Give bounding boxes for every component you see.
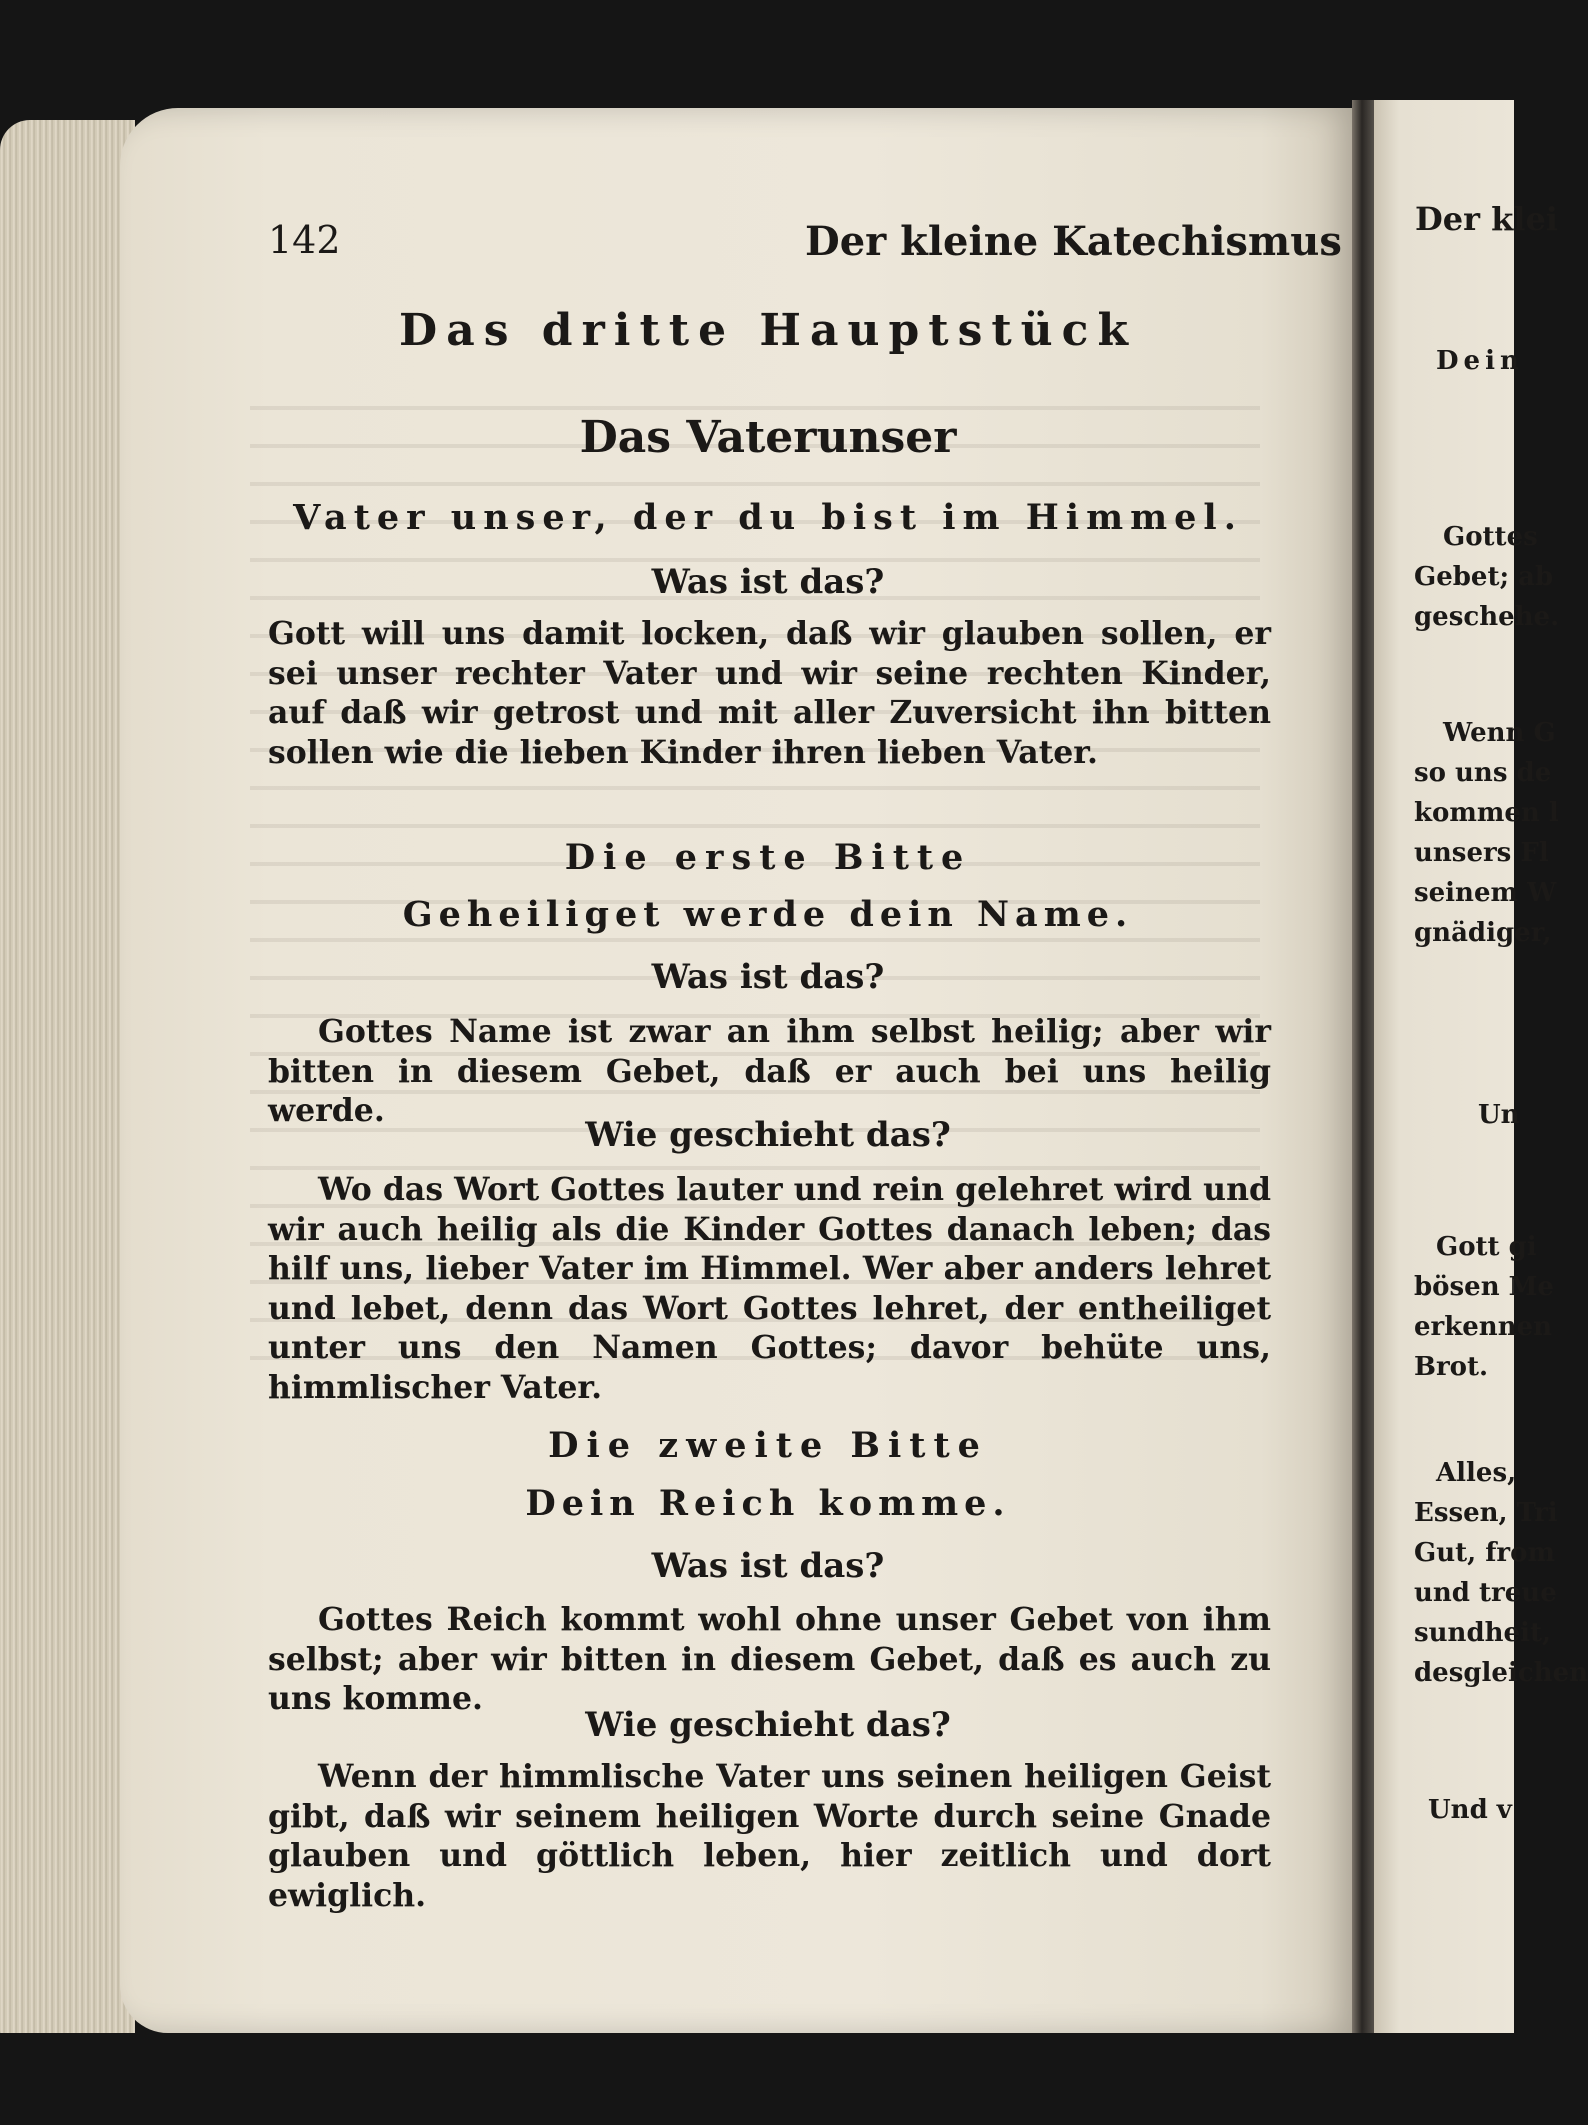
right-fragment: desgleichen — [1414, 1658, 1588, 1688]
main-title: Das Vaterunser — [579, 412, 957, 463]
paragraph: Gottes Reich kommt wohl ohne unser Gebet von ihm selbst; aber wir bitten in diesem Gebet, daß es auch zu uns komme. — [268, 1601, 1271, 1717]
section-heading: Die zweite Bitte — [548, 1425, 988, 1466]
right-fragment: und treue — [1414, 1578, 1557, 1608]
right-fragment: so uns de — [1414, 758, 1552, 788]
background-shadow — [0, 2033, 1514, 2125]
section-heading: Die erste Bitte — [564, 837, 972, 878]
running-head: Der kleine Katechismus — [805, 218, 1342, 265]
right-fragment: Gebet; ab — [1414, 562, 1554, 592]
paragraph: Wenn der himmlische Vater uns seinen heiligen Geist gibt, daß wir seinem heiligen Worte durch seine Gnade glauben und göttlich leben, hier zeitlich und dort ewiglich. — [268, 1758, 1271, 1914]
petition-text: Geheiliget werde dein Name. — [402, 894, 1134, 935]
right-fragment: Wenn G — [1443, 718, 1556, 748]
right-fragment: Un — [1478, 1100, 1520, 1130]
right-fragment: Gottes — [1443, 522, 1538, 552]
right-fragment: Gut, from — [1414, 1538, 1555, 1568]
right-fragment: gnädiger, — [1414, 918, 1552, 948]
paragraph: Gott will uns damit locken, daß wir glauben sollen, er sei unser rechter Vater und wir seine rechten Kinder, auf daß wir getrost und mit aller Zuversicht ihn bitten sollen wie die lieben Kinder ihren lieben Vater. — [268, 615, 1271, 771]
question-heading: Was ist das? — [651, 957, 885, 997]
paragraph: Wo das Wort Gottes lauter und rein gelehret wird und wir auch heilig als die Kinder Gottes danach leben; das hilf uns, lieber Vater im Himmel. Wer aber anders lehret und lebet, denn das Wort Gottes lehret, der entheiliget unter uns den Namen Gottes; davor behüte uns, himmlischer Vater. — [268, 1171, 1271, 1406]
right-fragment: sundheit, — [1414, 1618, 1552, 1648]
part-title: Das dritte Hauptstück — [399, 305, 1137, 356]
right-fragment: bösen Me — [1414, 1272, 1554, 1302]
right-fragment: Essen, Tri — [1414, 1498, 1558, 1528]
right-fragment: Dein — [1436, 346, 1524, 376]
right-fragment: unsers Fl — [1414, 838, 1549, 868]
question-heading: Wie geschieht das? — [585, 1705, 951, 1745]
right-fragment: erkennen — [1414, 1312, 1553, 1342]
right-page — [1374, 100, 1517, 2045]
book-page-edges — [0, 120, 135, 2070]
right-fragment: Der klei — [1415, 200, 1558, 238]
subtitle: Vater unser, der du bist im Himmel. — [293, 497, 1243, 538]
right-fragment: Brot. — [1414, 1352, 1489, 1382]
petition-text: Dein Reich komme. — [525, 1483, 1011, 1524]
right-fragment: Alles, — [1436, 1458, 1517, 1488]
right-fragment: kommen l — [1414, 798, 1559, 828]
right-fragment: seinem W — [1414, 878, 1557, 908]
right-fragment: Gott gi — [1436, 1232, 1537, 1262]
page-number: 142 — [268, 218, 341, 262]
question-heading: Wie geschieht das? — [585, 1115, 951, 1155]
question-heading: Was ist das? — [651, 562, 885, 602]
right-fragment: geschehe. — [1414, 602, 1560, 632]
question-heading: Was ist das? — [651, 1546, 885, 1586]
book-spine — [1352, 100, 1374, 2045]
right-fragment: Und v — [1428, 1795, 1512, 1825]
paragraph: Gottes Name ist zwar an ihm selbst heilig; aber wir bitten in diesem Gebet, daß er auch bei uns heilig werde. — [268, 1013, 1271, 1129]
